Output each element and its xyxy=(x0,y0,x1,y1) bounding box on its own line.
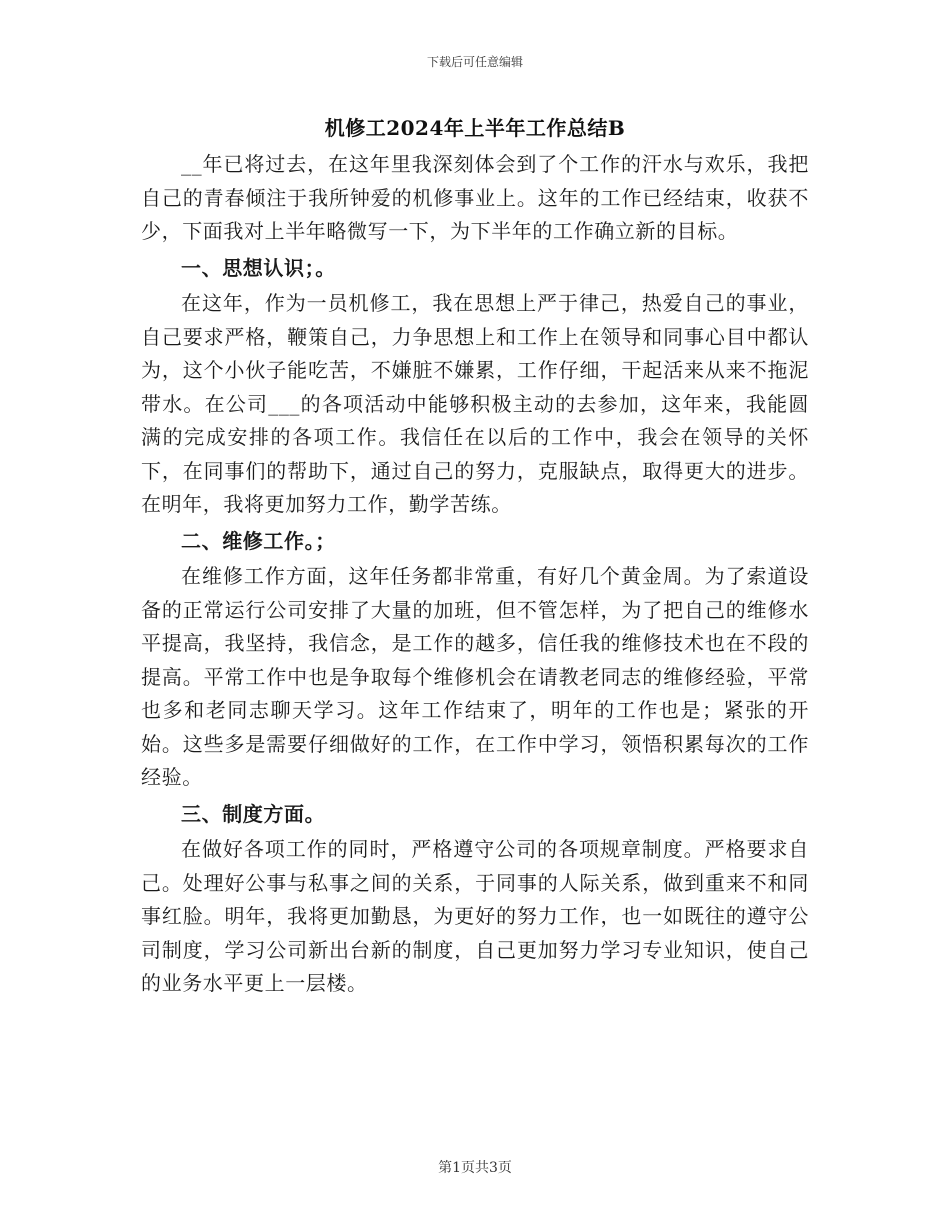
section-body-thought: 在这年，作为一员机修工，我在思想上严于律己，热爱自己的事业，自己要求严格，鞭策自己，力争思想上和工作上在领导和同事心目中都认为，这个小伙子能吃苦，不嫌脏不嫌累，工作仔细，干起活来从来不拖泥带水。在公司___的各项活动中能够积极主动的去参加，这年来，我能圆满的完成安排的各项工作。我信任在以后的工作中，我会在领导的关怀下，在同事们的帮助下，通过自己的努力，克服缺点，取得更大的进步。在明年，我将更加努力工作，勤学苦练。 xyxy=(141,291,809,516)
document-body xyxy=(141,148,809,1001)
section-heading-thought: 一、思想认识；。 xyxy=(181,255,336,280)
section-heading-rules: 三、制度方面。 xyxy=(181,801,326,826)
section-heading-maintenance: 二、维修工作。； xyxy=(181,528,336,553)
document-title: 机修工2024年上半年工作总结B xyxy=(324,116,626,140)
section-body-rules: 在做好各项工作的同时，严格遵守公司的各项规章制度。严格要求自己。处理好公事与私事之间的关系，于同事的人际关系，做到重来不和同事红脸。明年，我将更加勤恳，为更好的努力工作，也一如既往的遵守公司制度，学习公司新出台新的制度，自己更加努力学习专业知识，使自己的业务水平更上一层楼。 xyxy=(141,837,809,995)
page-number: 第1页共3页 xyxy=(438,1160,512,1176)
header-note: 下载后可任意编辑 xyxy=(426,55,523,69)
section-body-maintenance: 在维修工作方面，这年任务都非常重，有好几个黄金周。为了索道设备的正常运行公司安排了大量的加班，但不管怎样，为了把自己的维修水平提高，我坚持，我信念，是工作的越多，信任我的维修技术也在不段的提高。平常工作中也是争取每个维修机会在请教老同志的维修经验，平常也多和老同志聊天学习。这年工作结束了，明年的工作也是；紧张的开始。这些多是需要仔细做好的工作，在工作中学习，领悟积累每次的工作经验。 xyxy=(141,564,809,789)
intro-paragraph: __年已将过去，在这年里我深刻体会到了个工作的汗水与欢乐，我把自己的青春倾注于我所钟爱的机修事业上。这年的工作已经结束，收获不少，下面我对上半年略微写一下，为下半年的工作确立新的目标。 xyxy=(141,152,809,243)
